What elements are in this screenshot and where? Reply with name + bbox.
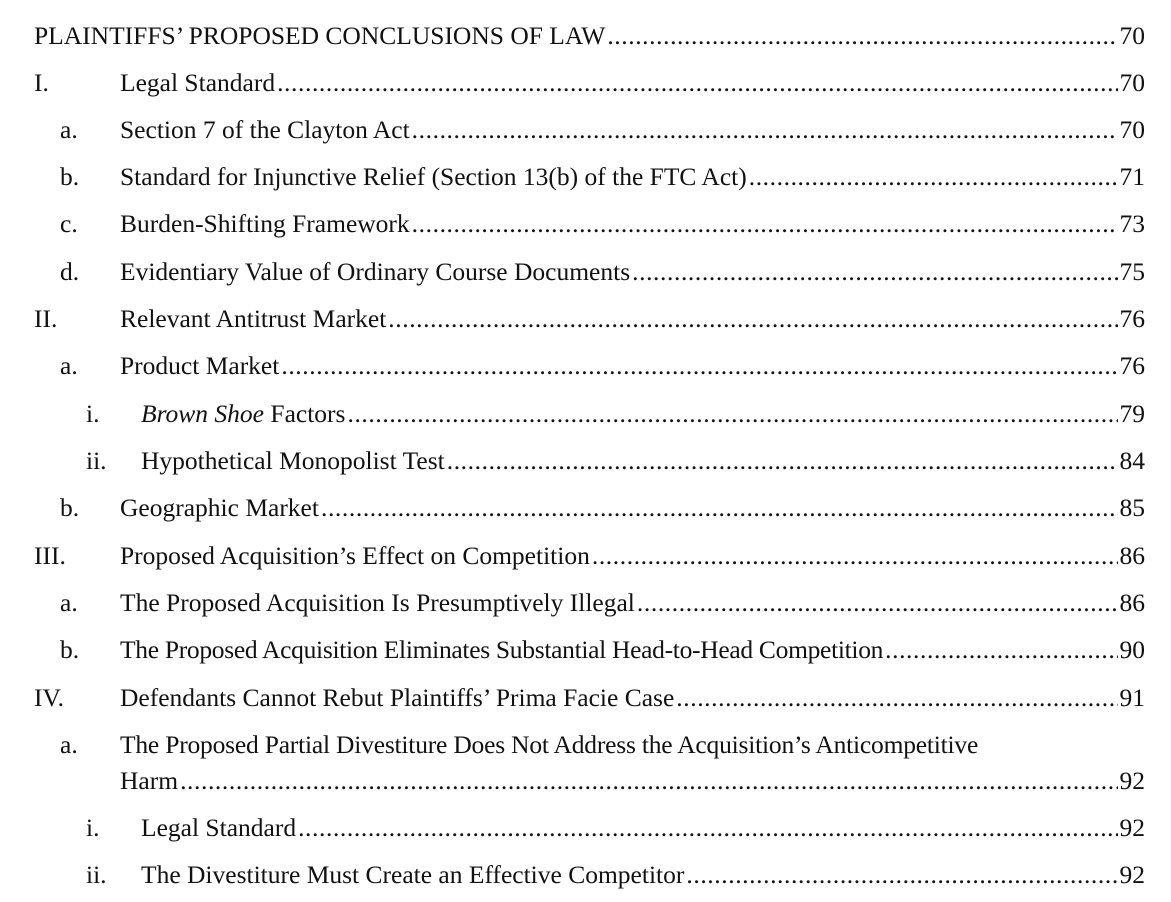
dot-leader [445,443,1118,479]
dot-leader [410,206,1118,242]
toc-heading[interactable] [0,18,1171,54]
toc-entry[interactable] [0,810,1171,846]
page-number: 75 [1119,257,1145,286]
page-number: 92 [1119,813,1145,842]
section-title: Evidentiary Value of Ordinary Course Documents [120,257,631,286]
toc-entry[interactable] [0,348,1171,384]
page-number: 92 [1119,766,1145,795]
section-title-line2: Harm [120,766,179,795]
page-number: 92 [1119,860,1145,889]
section-number: b. [60,162,80,191]
page-number: 71 [1119,162,1145,191]
page-number: 70 [1119,68,1145,97]
section-number: b. [60,635,80,664]
dot-leader [635,585,1118,621]
toc-entry[interactable] [0,206,1171,242]
section-number: ii. [86,446,107,475]
toc-entry[interactable] [0,632,1171,668]
section-title: The Proposed Acquisition Eliminates Substantial Head-to-Head Competition [120,635,884,664]
section-number: a. [60,351,78,380]
section-number: a. [60,588,78,617]
dot-leader [590,538,1118,574]
dot-leader [883,632,1117,668]
section-title: Relevant Antitrust Market [120,304,387,333]
toc-entry[interactable] [0,727,1171,799]
page-number: 79 [1119,399,1145,428]
page-number: 70 [1119,21,1145,50]
toc-heading-title: PLAINTIFFS’ PROPOSED CONCLUSIONS OF LAW [34,21,606,50]
section-title: Product Market [120,351,280,380]
page-number: 86 [1119,588,1145,617]
section-title: Section 7 of the Clayton Act [120,115,410,144]
section-title: Standard for Injunctive Relief (Section 13(b) of the FTC Act) [120,162,747,191]
section-number: b. [60,493,80,522]
page-number: 85 [1119,493,1145,522]
toc-entry[interactable] [0,538,1171,574]
section-title: Legal Standard [141,813,297,842]
section-number: I. [34,68,49,97]
section-title-italic: Brown Shoe [141,399,265,428]
page-number: 76 [1119,304,1145,333]
page-number: 91 [1119,683,1145,712]
section-title: Hypothetical Monopolist Test [141,446,445,475]
section-title: Legal Standard [120,68,276,97]
dot-leader [605,18,1117,54]
section-title: Proposed Acquisition’s Effect on Competition [120,541,590,570]
toc-entry[interactable] [0,301,1171,337]
section-title: Burden-Shifting Framework [120,209,410,238]
section-title: The Proposed Acquisition Is Presumptively Illegal [120,588,635,617]
section-number: II. [34,304,58,333]
toc-entry[interactable] [0,490,1171,526]
section-title-line1: The Proposed Partial Divestiture Does Not Address the Acquisition’s Anticompetitive [120,730,979,759]
page-number: 73 [1119,209,1145,238]
toc-entry[interactable] [0,857,1171,893]
toc-entry[interactable] [0,443,1171,479]
section-number: IV. [34,683,64,712]
dot-leader [747,159,1118,195]
toc-entry[interactable] [0,65,1171,101]
dot-leader [674,680,1117,716]
section-number: a. [60,115,78,144]
dot-leader [386,301,1117,337]
dot-leader [296,810,1117,846]
page-number: 84 [1119,446,1145,475]
section-number: i. [86,399,100,428]
section-number: i. [86,813,100,842]
page-number: 90 [1119,635,1145,664]
section-title: The Divestiture Must Create an Effective Competitor [141,860,685,889]
dot-leader [630,254,1117,290]
page-number: 86 [1119,541,1145,570]
toc-entry[interactable] [0,112,1171,148]
page-number: 76 [1119,351,1145,380]
dot-leader [345,396,1117,432]
dot-leader [178,763,1117,799]
dot-leader [684,857,1117,893]
section-number: III. [34,541,66,570]
toc-entry[interactable] [0,680,1171,716]
section-number: d. [60,257,80,286]
section-title: Defendants Cannot Rebut Plaintiffs’ Prima Facie Case [120,683,675,712]
section-title-rest: Factors [264,399,346,428]
dot-leader [410,112,1118,148]
dot-leader [319,490,1118,526]
toc-entry[interactable] [0,159,1171,195]
toc-entry[interactable] [0,396,1171,432]
section-number: a. [60,730,78,759]
section-number: ii. [86,860,107,889]
dot-leader [275,65,1117,101]
section-title: Geographic Market [120,493,319,522]
dot-leader [279,348,1117,384]
section-number: c. [60,209,78,238]
section-title [141,396,345,432]
page-number: 70 [1119,115,1145,144]
toc-entry[interactable] [0,585,1171,621]
toc-entry[interactable] [0,254,1171,290]
